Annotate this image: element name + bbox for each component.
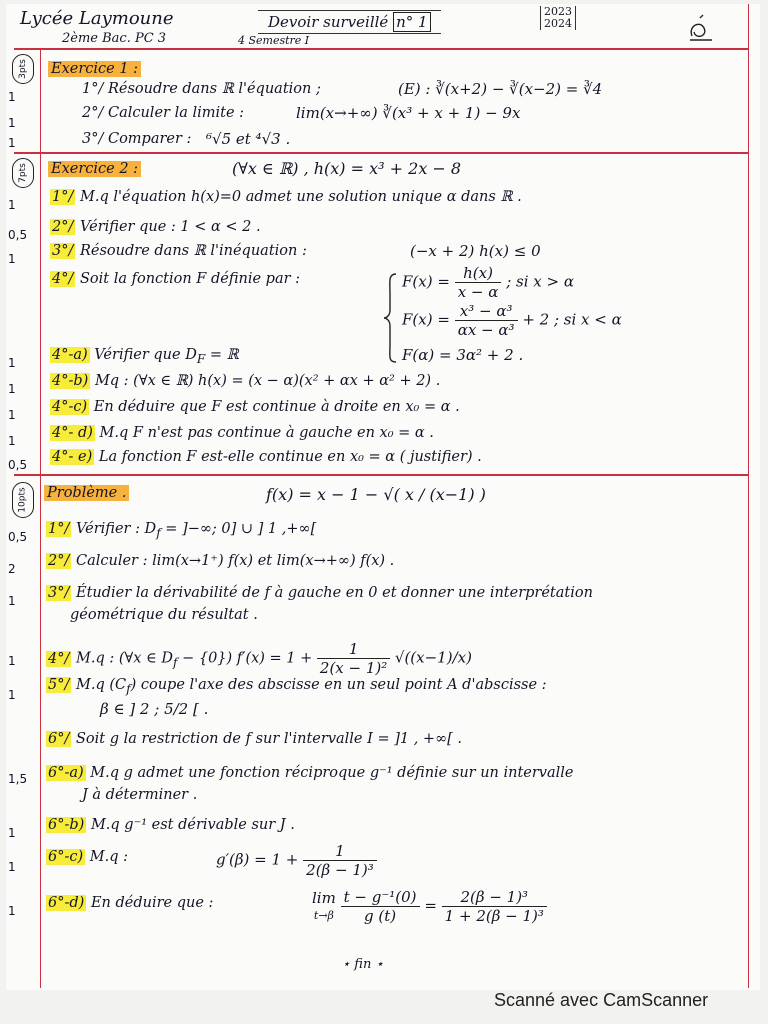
year-start: 2023: [544, 5, 572, 18]
question-number: 4°/: [48, 650, 70, 667]
school-year: [540, 6, 576, 30]
question-text: En déduire que :: [90, 895, 214, 911]
equation: lim(x→+∞) ∛(x³ + x + 1) − 9x: [296, 104, 521, 122]
question-points: 1: [8, 826, 16, 840]
question-text: 2°/ Calculer la limite :: [82, 105, 245, 121]
question-number: 4°-a): [52, 347, 88, 363]
question-number: 6°-c): [48, 849, 84, 865]
question: [50, 346, 239, 368]
question-text: Soit la fonction F définie par :: [79, 271, 301, 287]
formula: [216, 842, 377, 879]
limit-sub: t→β: [313, 908, 334, 922]
question-number: 6°-a): [48, 765, 84, 781]
brace-icon: [382, 272, 398, 364]
question: [46, 730, 462, 748]
fx-label: F(x) =: [402, 310, 450, 329]
denominator: g (t): [364, 907, 397, 925]
end-mark: ⋆ fin ⋆: [342, 957, 384, 972]
question: [46, 764, 574, 782]
function-definition: (∀x ∈ ℝ) , h(x) = x³ + 2x − 8: [232, 159, 462, 178]
question-points: 1,5: [8, 772, 28, 786]
question-points: 1: [8, 136, 16, 150]
section-title: [48, 60, 141, 78]
question-number: 2°/: [48, 553, 70, 569]
fraction: [303, 842, 377, 879]
school-name: Lycée Laymoune: [20, 8, 174, 29]
question-text: Mq : (∀x ∈ ℝ) h(x) = (x − α)(x² + αx + α² + 2) .: [94, 373, 441, 389]
question-number: 4°/: [52, 271, 74, 287]
question-points: 1: [8, 688, 16, 702]
question-points: 1: [8, 90, 16, 104]
exercise-title: Exercice 1 :: [48, 61, 141, 77]
question-text: = ]−∞; 0] ∪ ] 1 ,+∞[: [160, 521, 317, 537]
question-text: Vérifier que : 1 < α < 2 .: [79, 219, 261, 235]
question-text: − {0}) f′(x) = 1 +: [177, 650, 313, 667]
denominator: 1 + 2(β − 1)³: [444, 907, 544, 925]
exam-number: n° 1: [393, 12, 430, 32]
section-separator-2: [14, 474, 748, 476]
question: [50, 188, 522, 206]
problem-title: Problème .: [44, 485, 129, 501]
question: [46, 520, 316, 542]
question-text: Étudier la dérivabilité de f à gauche en 0 et donner une interprétation: [75, 585, 593, 601]
question-text: Calculer : lim(x→1⁺) f(x) et lim(x→+∞) f(x) .: [75, 553, 395, 569]
fraction: [455, 302, 518, 339]
question-number: 4°- d): [52, 425, 93, 441]
question-text: M.q g admet une fonction réciproque g⁻¹ définie sur un intervalle: [90, 765, 574, 781]
question: [50, 270, 300, 288]
limit-formula: [312, 888, 547, 925]
section-title: [48, 160, 141, 178]
points-badge: 10pts: [12, 482, 34, 518]
question-points: 0,5: [8, 458, 28, 472]
question-points: 1: [8, 356, 16, 370]
subscript: f: [173, 655, 178, 670]
equation: (E) : ∛(x+2) − ∛(x−2) = ∛4: [398, 80, 603, 98]
question-text: En déduire que F est continue à droite en x₀ = α .: [93, 399, 460, 415]
question-text: La fonction F est-elle continue en x₀ = α ( justifier) .: [98, 449, 482, 465]
question-text: ) coupe l'axe des abscisse en un seul point A d'abscisse :: [130, 677, 547, 693]
question-text: = ℝ: [205, 347, 239, 363]
subscript: f: [126, 681, 131, 696]
question-points: 1: [8, 654, 16, 668]
question-text-continued: géométrique du résultat .: [70, 607, 258, 623]
question-points: 1: [8, 860, 16, 874]
question-text: M.q F n'est pas continue à gauche en x₀ = α .: [99, 425, 434, 441]
question-number: 2°/: [52, 219, 74, 235]
numerator: 1: [317, 640, 390, 659]
question-number: 1°/: [48, 521, 70, 537]
question-points: 2: [8, 562, 16, 576]
question-points: 1: [8, 382, 16, 396]
question: [46, 676, 547, 698]
subscript: F: [196, 351, 206, 366]
function-definition: f(x) = x − 1 − √( x / (x−1) ): [266, 485, 486, 504]
question: [46, 894, 213, 912]
question-points: 1: [8, 198, 16, 212]
numerator: 2(β − 1)³: [442, 888, 547, 907]
exam-name: Devoir surveillé: [268, 13, 389, 31]
question: [50, 398, 460, 416]
fx-label: F(x) =: [402, 272, 450, 291]
question-text: Soit g la restriction de f sur l'intervalle I = ]1 , +∞[ .: [75, 731, 463, 747]
exam-title: [258, 10, 441, 34]
question: [46, 640, 472, 677]
class-level: 2ème Bac. PC 3: [62, 31, 167, 46]
header-separator: [14, 48, 748, 50]
question-text: M.q l'équation h(x)=0 admet une solution unique α dans ℝ .: [79, 189, 522, 205]
question-points: 1: [8, 408, 16, 422]
right-margin-line: [748, 4, 749, 988]
question: [46, 848, 128, 866]
question-text: Vérifier : D: [75, 521, 157, 537]
question-number: 5°/: [48, 677, 70, 693]
question-number: 3°/: [48, 585, 70, 601]
fraction: [341, 888, 420, 925]
question: [50, 448, 482, 466]
piecewise-line-1: [402, 264, 574, 301]
question-text: M.q g⁻¹ est dérivable sur J .: [90, 817, 295, 833]
piecewise-line-2: [402, 302, 622, 339]
question-text: M.q : (∀x ∈ D: [75, 650, 173, 667]
question: [50, 424, 434, 442]
question-points: 1: [8, 904, 16, 918]
equation: ⁶√5 et ⁴√3 .: [206, 130, 291, 148]
scanner-watermark: Scanné avec CamScanner: [494, 990, 709, 1010]
question-text-continued: β ∈ ] 2 ; 5/2 [ .: [100, 700, 209, 718]
subscript: f: [156, 525, 161, 540]
condition: ; si x > α: [506, 272, 574, 291]
denominator: αx − α³: [457, 321, 515, 339]
formula-head: g′(β) = 1 +: [216, 850, 299, 869]
question-number: 1°/: [52, 189, 74, 205]
equals: =: [424, 896, 437, 915]
denominator: 2(x − 1)²: [319, 659, 388, 677]
question: [82, 80, 321, 98]
question-number: 3°/: [52, 243, 74, 259]
question-number: 6°-d): [48, 895, 85, 911]
fraction: [442, 888, 547, 925]
question-text: Résoudre dans ℝ l'inéquation :: [79, 243, 307, 259]
question-number: 4°- e): [52, 449, 93, 465]
section-title: [44, 484, 129, 502]
question-points: 1: [8, 116, 16, 130]
numerator: h(x): [455, 264, 502, 283]
question-points: 1: [8, 594, 16, 608]
question-text: 3°/ Comparer :: [82, 131, 192, 147]
question-points: 0,5: [8, 530, 28, 544]
question-number: 6°-b): [48, 817, 85, 833]
question-points: 1: [8, 252, 16, 266]
question: [46, 552, 394, 570]
question: [50, 372, 440, 390]
inequation: (−x + 2) h(x) ≤ 0: [410, 242, 541, 260]
root-term: √((x−1)/x): [394, 648, 472, 667]
year-end: 2024: [544, 17, 572, 30]
question-points: 0,5: [8, 228, 28, 242]
limit: [312, 889, 336, 925]
numerator: x³ − α³: [455, 302, 518, 321]
fraction: [317, 640, 390, 677]
question: [46, 816, 295, 834]
margin-line: [40, 48, 41, 988]
points-badge: 7pts: [12, 158, 34, 188]
denominator: x − α: [457, 283, 499, 301]
question: [46, 584, 593, 602]
question: [50, 218, 261, 236]
exercise-title: Exercice 2 :: [48, 161, 141, 177]
question-text-continued: J à déterminer .: [82, 787, 198, 803]
signature-icon: [686, 12, 714, 44]
piecewise-line-3: F(α) = 3α² + 2 .: [402, 346, 524, 364]
question-text: M.q (C: [75, 677, 127, 693]
question-text: M.q :: [89, 849, 128, 865]
question-number: 4°-c): [52, 399, 88, 415]
question-points: 1: [8, 434, 16, 448]
semester: 4 Semestre I: [238, 34, 310, 47]
numerator: 1: [303, 842, 377, 861]
question-number: 6°/: [48, 731, 70, 747]
denominator: 2(β − 1)³: [306, 861, 374, 879]
points-badge: 3pts: [12, 54, 34, 84]
fraction: [455, 264, 502, 301]
numerator: t − g⁻¹(0): [341, 888, 420, 907]
question-number: 4°-b): [52, 373, 89, 389]
section-separator-1: [14, 152, 748, 154]
question-text: 1°/ Résoudre dans ℝ l'équation ;: [82, 81, 321, 97]
question-text: Vérifier que D: [94, 347, 197, 363]
question: [50, 242, 307, 260]
limit-op: lim: [312, 888, 336, 907]
condition: + 2 ; si x < α: [522, 310, 622, 329]
